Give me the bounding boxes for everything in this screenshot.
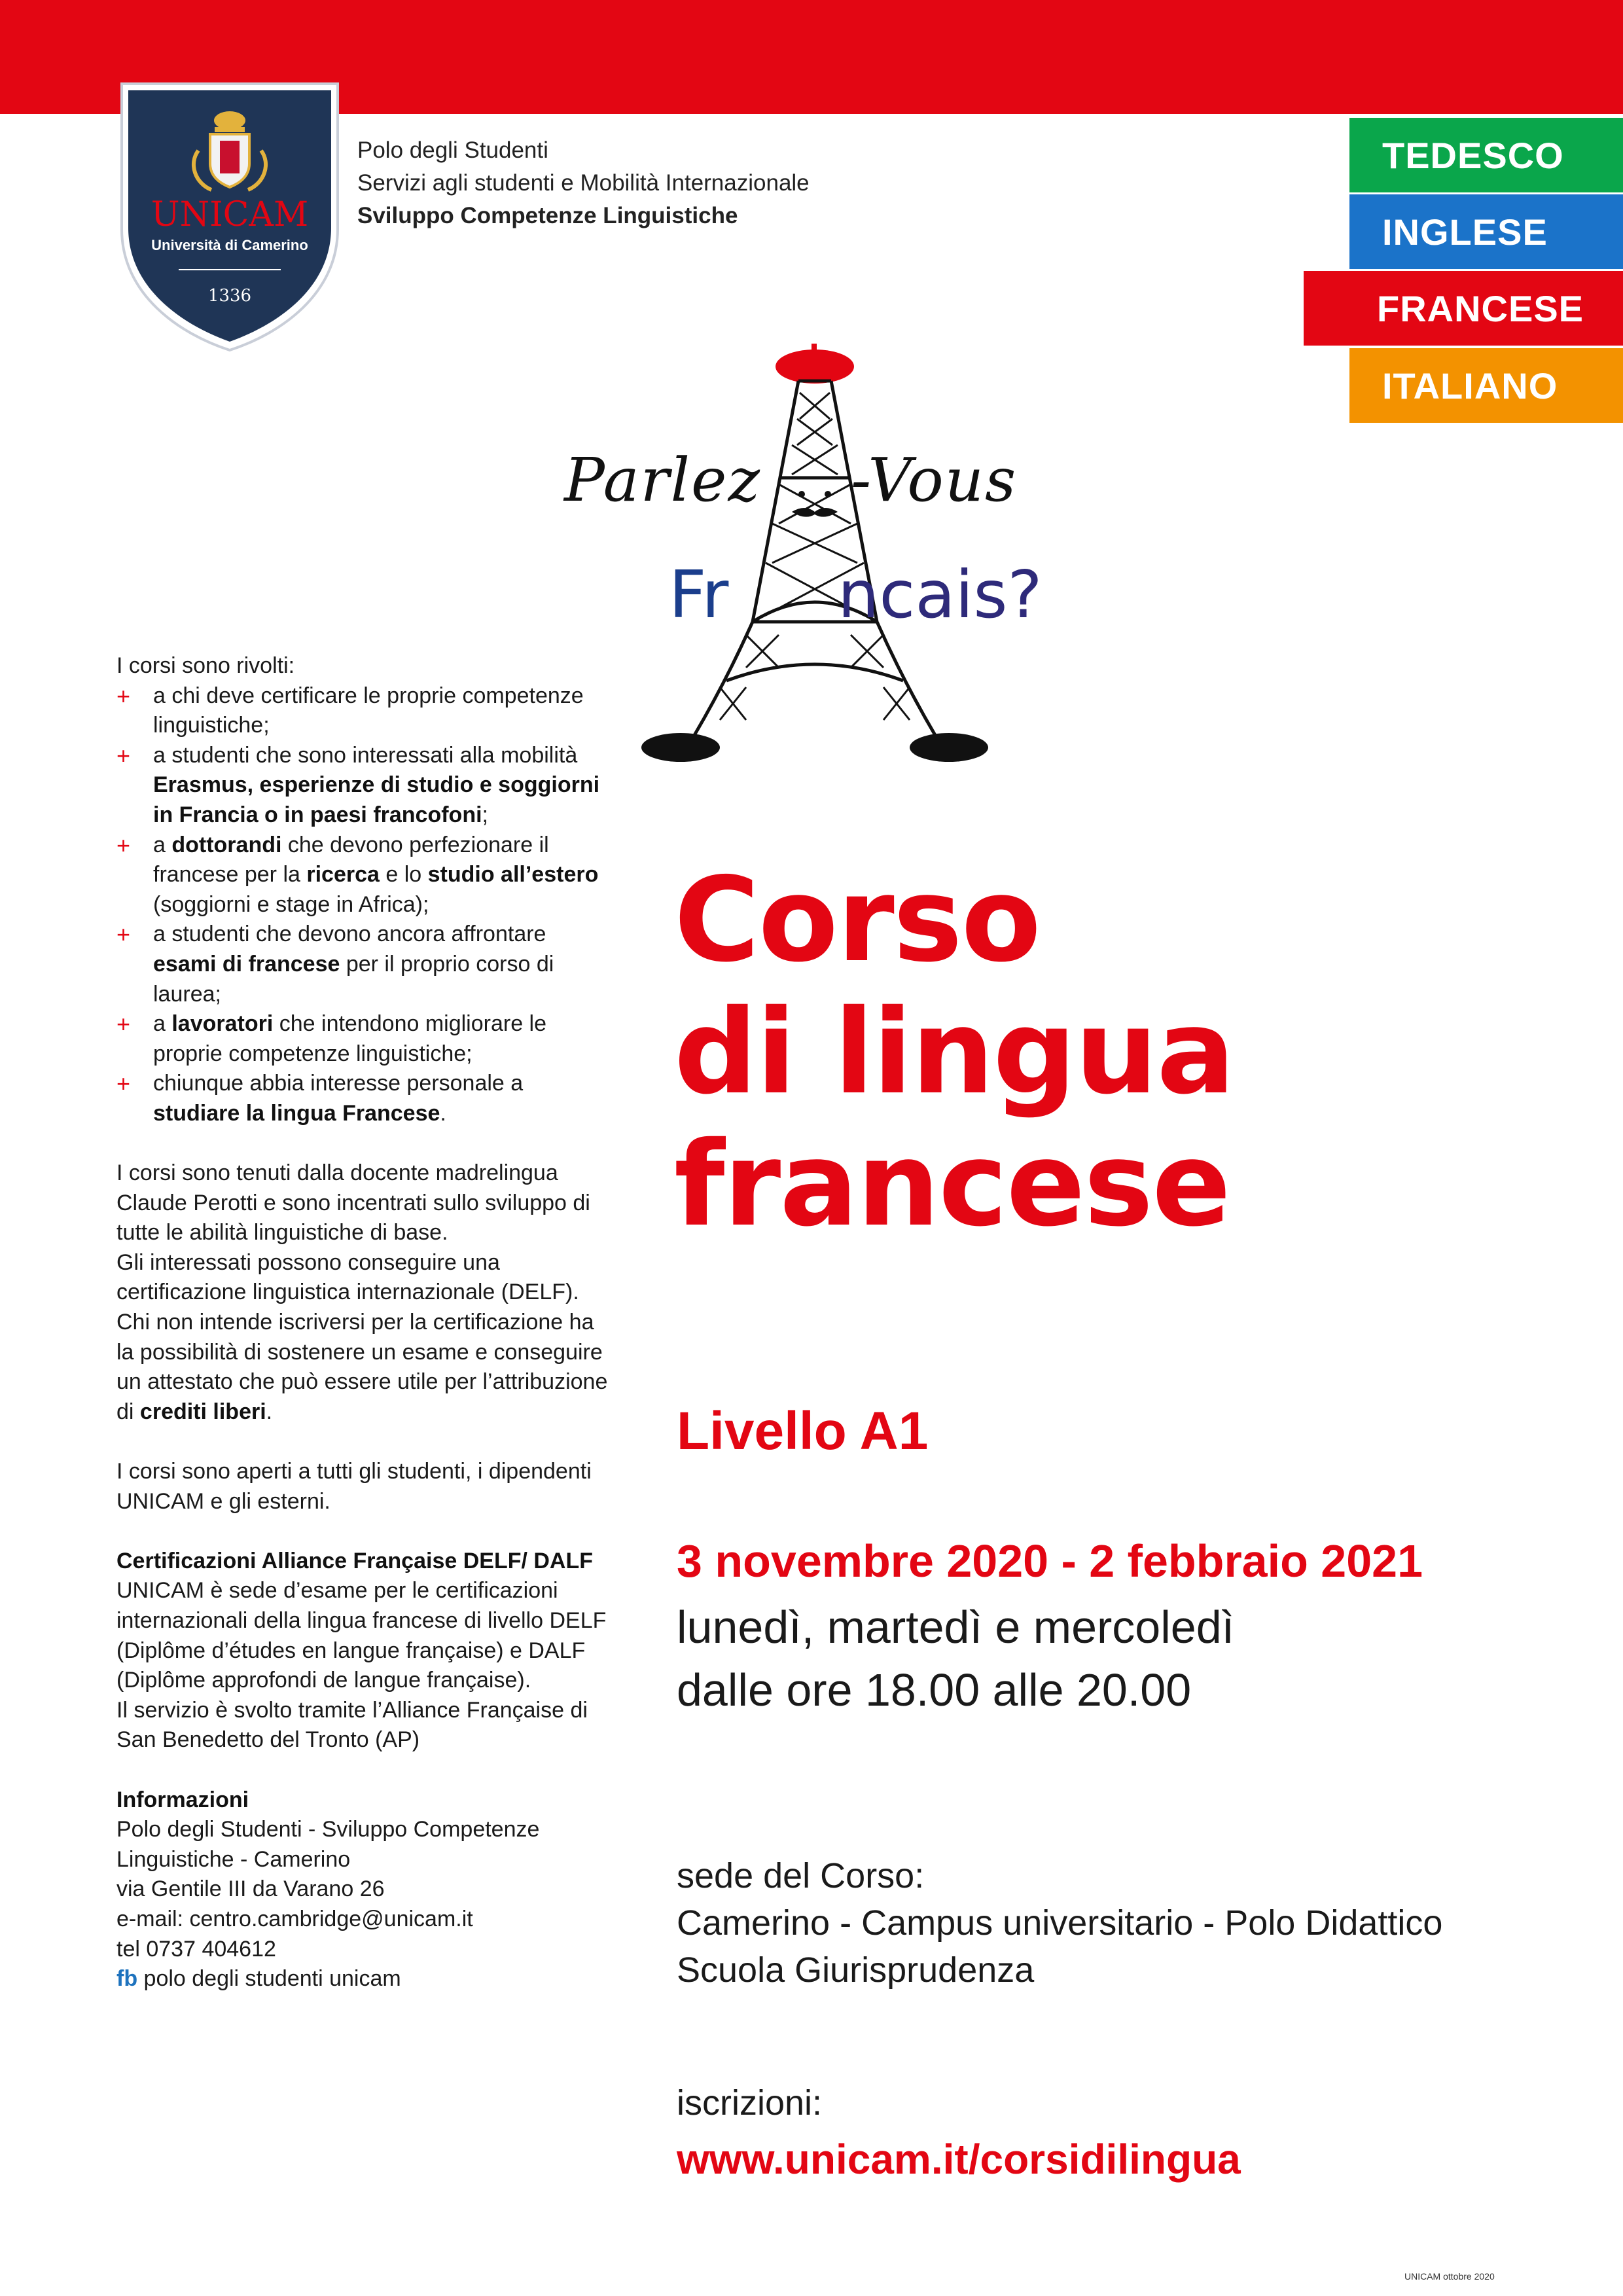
illustration-word-parlez: Parlez [564,445,761,515]
course-dates: 3 novembre 2020 - 2 febbraio 2021 [677,1535,1423,1587]
course-days: lunedì, martedì e mercoledì [677,1602,1235,1653]
course-location [677,1852,1442,1994]
org-line-3: Sviluppo Competenze Linguistiche [357,203,738,228]
cert-title: Certificazioni Alliance Française DELF/ DALF [116,1548,594,1573]
title-line-1: Corso [674,852,1040,988]
teacher-paragraph: I corsi sono tenuti dalla docente madrelingua Claude Perotti e sono incentrati sullo sviluppo di tutte le abilità linguistiche di base. [116,1160,590,1246]
org-block [357,134,810,232]
registration-label: iscrizioni: [677,2083,823,2123]
list-item: + a studenti che sono interessati alla mobilità Erasmus, esperienze di studio e soggiorni in Francia o in paesi francofoni; [116,741,614,831]
info-address: via Gentile III da Varano 26 [116,1876,385,1902]
logo-subtitle: Università di Camerino [151,237,308,253]
course-hours: dalle ore 18.00 alle 20.00 [677,1664,1192,1715]
list-item: + a lavoratori che intendono migliorare le proprie competenze linguistiche; [116,1009,614,1069]
info-title: Informazioni [116,1787,249,1812]
footer-note: UNICAM ottobre 2020 [1404,2271,1495,2282]
lang-tab-francese: FRANCESE [1304,271,1623,346]
course-schedule [677,1596,1234,1721]
org-line-1: Polo degli Studenti [357,137,548,163]
cert-paragraph-2: Il servizio è svolto tramite l’Alliance Française di San Benedetto del Tronto (AP) [116,1697,588,1753]
lang-tab-inglese: INGLESE [1349,194,1623,269]
info-email: e-mail: centro.cambridge@unicam.it [116,1906,473,1931]
list-item: + a studenti che devono ancora affrontare esami di francese per il proprio corso di laurea; [116,920,614,1009]
logo-year: 1336 [207,286,252,306]
cert-paragraph-1: UNICAM è sede d’esame per le certificazioni internazionali della lingua francese di livello DELF (Diplôme d’études en langue française) e DALF (Diplôme approfondi de langue française). [116,1578,607,1693]
left-column [116,651,614,1994]
lang-tab-italiano: ITALIANO [1349,348,1623,423]
course-title [674,854,1234,1251]
beret-icon [776,350,854,384]
logo-name: UNICAM [151,195,309,234]
open-to-paragraph: I corsi sono aperti a tutti gli studenti, i dipendenti UNICAM e gli esterni. [116,1459,592,1514]
list-item: + a chi deve certificare le proprie competenze linguistiche; [116,681,614,741]
list-item: + chiunque abbia interesse personale a studiare la lingua Francese. [116,1069,614,1128]
illustration-word-vous: -Vous [851,445,1018,515]
unicam-logo [116,79,343,353]
delf-paragraph: Gli interessati possono conseguire una certificazione linguistica internazionale (DELF). [116,1249,579,1305]
title-line-2: di lingua [674,984,1234,1120]
info-office: Polo degli Studenti - Sviluppo Competenze Linguistiche - Camerino [116,1817,540,1872]
location-label: sede del Corso: [677,1856,925,1895]
illustration-word-fr: Fr [669,556,729,633]
info-facebook: fb polo degli studenti unicam [116,1966,401,1992]
registration-link[interactable]: www.unicam.it/corsidilingua [677,2136,1241,2183]
credits-paragraph: Chi non intende iscriversi per la certificazione ha la possibilità di sostenere un esame e conseguire un attestato che può essere utile per l’attribuzione di crediti liberi. [116,1310,608,1424]
audience-list [116,681,614,1129]
info-phone: tel 0737 404612 [116,1936,276,1962]
left-shoe-icon [641,733,720,762]
title-line-3: francese [674,1117,1230,1252]
intro-text: I corsi sono rivolti: [116,653,295,678]
location-line-1: Camerino - Campus universitario - Polo Didattico [677,1903,1443,1943]
course-level: Livello A1 [677,1401,929,1461]
location-line-2: Scuola Giurisprudenza [677,1950,1035,1990]
illustration-word-ncais: ncais? [838,556,1043,633]
lang-tab-tedesco: TEDESCO [1349,118,1623,192]
list-item: + a dottorandi che devono perfezionare il francese per la ricerca e lo studio all’estero (soggiorni e stage in Africa); [116,831,614,920]
facebook-icon: fb [116,1966,138,1992]
right-shoe-icon [910,733,988,762]
org-line-2: Servizi agli studenti e Mobilità Internazionale [357,170,810,196]
